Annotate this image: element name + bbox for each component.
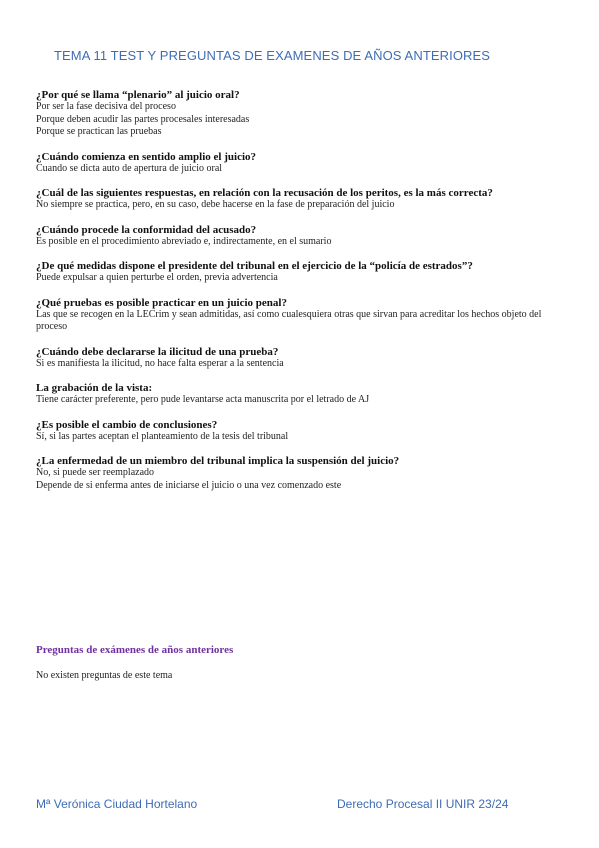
question: ¿Por qué se llama “plenario” al juicio oral? — [36, 89, 240, 101]
footer-author: Mª Verónica Ciudad Hortelano — [36, 797, 198, 811]
question: ¿Cuándo debe declararse la ilicitud de una prueba? — [36, 345, 279, 358]
question: ¿Qué pruebas es posible practicar en un juicio penal? — [36, 296, 287, 309]
answer: Porque deben acudir las partes procesales interesadas — [36, 113, 250, 125]
answer: Es posible en el procedimiento abreviado e, indirectamente, en el sumario — [36, 235, 332, 247]
previous-exams-body: No existen preguntas de este tema — [36, 670, 173, 681]
question: ¿Es posible el cambio de conclusiones? — [36, 418, 218, 431]
qa-item — [36, 187, 571, 212]
question: ¿Cuándo comienza en sentido amplio el juicio? — [36, 150, 257, 163]
question: ¿De qué medidas dispone el presidente del tribunal en el ejercicio de la “policía de estrados”? — [36, 260, 473, 272]
answer: Las que se recogen en la LECrim y sean admitidas, así como cualesquiera otras que sirvan para acreditar los hechos objeto del proceso — [36, 308, 542, 332]
question: ¿La enfermedad de un miembro del tribunal implica la suspensión del juicio? — [36, 455, 400, 467]
previous-exams-heading: Preguntas de exámenes de años anteriores — [36, 644, 234, 656]
qa-item — [36, 346, 571, 371]
qa-item — [36, 419, 571, 444]
qa-item — [36, 151, 571, 176]
qa-list — [36, 89, 571, 504]
answer: Porque se practican las pruebas — [36, 126, 162, 137]
question: ¿Cuándo procede la conformidad del acusado? — [36, 223, 257, 236]
answer: Si es manifiesta la ilicitud, no hace falta esperar a la sentencia — [36, 357, 284, 369]
footer-course: Derecho Procesal II UNIR 23/24 — [337, 797, 509, 811]
question: La grabación de la vista: — [36, 382, 153, 394]
qa-item — [36, 260, 571, 285]
answer: No siempre se practica, pero, en su caso, debe hacerse en la fase de preparación del juicio — [36, 199, 395, 210]
question: ¿Cuál de las siguientes respuestas, en relación con la recusación de los peritos, es la más correcta? — [36, 187, 493, 199]
qa-item — [36, 89, 571, 139]
qa-item — [36, 455, 571, 492]
answer: Sí, si las partes aceptan el planteamiento de la tesis del tribunal — [36, 430, 289, 442]
answer: Depende de si enferma antes de iniciarse el juicio o una vez comenzado este — [36, 479, 342, 491]
answer: Por ser la fase decisiva del proceso — [36, 101, 176, 112]
answer: Puede expulsar a quien perturbe el orden, previa advertencia — [36, 272, 278, 283]
qa-item — [36, 224, 571, 249]
answer: Cuando se dicta auto de apertura de juicio oral — [36, 162, 223, 174]
answer: No, si puede ser reemplazado — [36, 467, 155, 478]
qa-item — [36, 382, 571, 407]
qa-item — [36, 297, 571, 334]
answer: Tiene carácter preferente, pero pude levantarse acta manuscrita por el letrado de AJ — [36, 394, 370, 405]
page-title: TEMA 11 TEST Y PREGUNTAS DE EXAMENES DE AÑOS ANTERIORES — [54, 48, 491, 63]
